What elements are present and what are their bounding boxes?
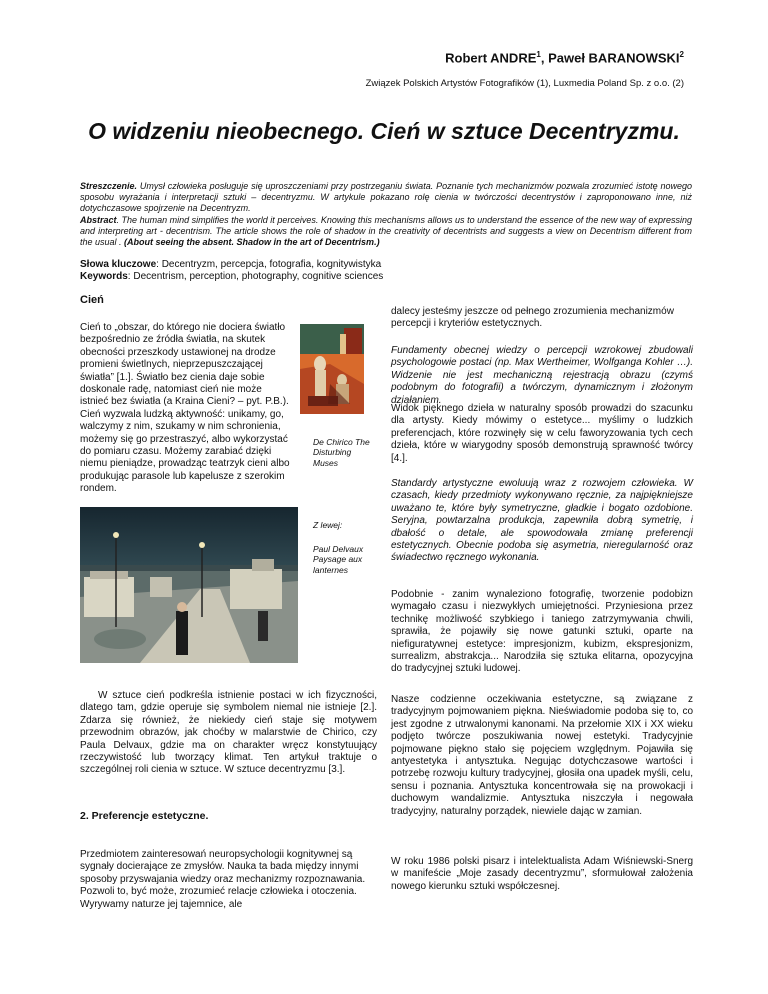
- right-paragraph-4: Standardy artystyczne ewoluują wraz z rozwojem człowieka. W czasach, kiedy przedmioty wykonywano ręcznie, za najpiękniejsze uważano te, które były symetryczne, gładkie i bogato ozdobione. Seryjna, powtarzalna produkcja, zapewniła dobrą symetrię, i dbałość o detale, ale spowodowała zmianę preferencji estetycznych. Obecnie podoba się asymetria, nieregularność oraz świadectwo ręcznego wykonania.: [391, 478, 693, 564]
- section-heading-preferencje: 2. Preferencje estetyczne.: [80, 810, 209, 822]
- page-title: O widzeniu nieobecnego. Cień w sztuce Decentryzmu.: [88, 118, 680, 144]
- author-2-sup: 2: [679, 50, 684, 59]
- right-paragraph-3: Widok pięknego dzieła w naturalny sposób prowadzi do szacunku dla artysty. Kiedy mówimy o estetyce... myślimy o ludzkich preferencjach, które rozwinęły się w celu faworyzowania tych cech dzieła, które w wiarygodny sposób demonstrują sprawność twórcy [4.].: [391, 403, 693, 464]
- keywords-pl-text: : Decentryzm, percepcja, fotografia, kognitywistyka: [156, 259, 382, 270]
- right-paragraph-5: Podobnie - zanim wynaleziono fotografię, tworzenie podobizn wymagało czasu i niezwykłych umiejętności. Przyniesiona przez technikę możliwość szybkiego i taniego zatrzymywania chwili, sprawiła, że pojawiły się nowe gatunki sztuki, oparte na niefiguratywnej estetyce: impresjonizm, kubizm, ekspresjonizm, surrealizm, abstrakcja... Narodziła się sztuka elitarna, opozycyjna do tradycyjnej sztuki ludowej.: [391, 589, 693, 675]
- right-paragraph-1: dalecy jesteśmy jeszcze od pełnego zrozumienia mechanizmów percepcji i kryteriów estetycznych.: [391, 306, 674, 330]
- abstract-label: Abstract: [80, 215, 117, 225]
- author-1: Robert ANDRE: [445, 50, 537, 66]
- summary-label: Streszczenie.: [80, 181, 138, 191]
- painting-delvaux: [80, 507, 298, 663]
- abstract: [80, 215, 692, 249]
- authors: [445, 50, 684, 65]
- left-paragraph-1: Cień to „obszar, do którego nie dociera światło bezpośrednio ze źródła światła, na skutek obecności przeszkody ustawionej na drodze promieni świetlnych, nieprzepuszczającej światła” [1.]. Światło bez cienia daje sobie doskonale radę, natomiast cień nie może istnieć bez światła (a Kraina Cieni? – pyt. P.B.). Cień wyzwala ludzką aktywność: unikamy, go, walczymy z nim, szukamy w nim schronienia, możemy się go przestraszyć, albo wykorzystać do pomiaru czasu. Możemy zarabiać dzięki niemu pieniądze, prowadząc teatrzyk cieni albo produkując parasole lub kapelusze z szerokim rondem.: [80, 322, 290, 495]
- keywords-en-text: : Decentrism, perception, photography, cognitive sciences: [127, 271, 384, 283]
- summary: [80, 181, 692, 215]
- left-paragraph-2: W sztuce cień podkreśla istnienie postaci w ich fizyczności, dlatego tam, gdzie operuje się symbolem niemal nie istnieje [2.]. Zdarza się również, że niekiedy cień staje się motywem przewodnim obrazów, jak choćby w malarstwie de Chirico, czy Paula Delvaux, gdzie ma on charakter wręcz konstytuujący rzeczywistość lub tworzący klimat. Ten artykuł traktuje o szczególnej roli cienia w sztuce. W sztuce decentryzmu [3.].: [80, 690, 377, 776]
- keywords-pl-label: Słowa kluczowe: [80, 259, 157, 270]
- keywords-en-label: Keywords: [80, 271, 128, 283]
- summary-text: Umysł człowieka posługuje się uproszczeniami przy postrzeganiu świata. Poznanie tych mechanizmów pozwala zrozumieć istotę nowego sposobu wyrażania i interpretacji sztuki – decentryzmu. W artykule pokazano rolę cienia w twórczości decentrystów i zaproponowano inne, niż dotychczasowe spojrzenie na Decentryzm.: [80, 181, 692, 214]
- author-2: Paweł BARANOWSKI: [548, 50, 680, 66]
- keywords-pl: [80, 259, 692, 271]
- right-paragraph-2: Fundamenty obecnej wiedzy o percepcji wzrokowej zbudowali psychologowie postaci (np. Max Wertheimer, Wolfganga Kohler …). Widzenie nie jest mechaniczną rejestracją obrazu (czymś podobnym do fotografii) a twórczym, dynamicznym i złożonym działaniem.: [391, 345, 693, 406]
- author-separator: ,: [540, 50, 549, 66]
- caption-delvaux-label: Z lewej:: [313, 520, 343, 530]
- caption-de-chirico: De Chirico The Disturbing Muses: [313, 437, 370, 468]
- author-1-sup: 1: [536, 50, 541, 59]
- affiliation: Związek Polskich Artystów Fotografików (1), Luxmedia Poland Sp. z o.o. (2): [365, 78, 684, 89]
- keywords: [80, 259, 692, 284]
- abstract-text: . The human mind simplifies the world it perceives. Knowing this mechanisms allows us to understand the essence of the new way of expressing and interpreting art - decentrism. The article shows the role of shadow in the creativity of decentrists and suggests a view on Decentrism different from the usual .: [80, 215, 692, 248]
- painting-de-chirico: [300, 324, 364, 414]
- keywords-en: [80, 271, 692, 283]
- caption-delvaux: Paul Delvaux Paysage aux lanternes: [313, 544, 364, 575]
- left-paragraph-3: Przedmiotem zainteresowań neuropsychologii kognitywnej są sygnały docierające ze zmysłów. Nauka ta bada między innymi sposoby przyswajania wiedzy oraz mechanizmy rozpoznawania. Pozwoli to, być może, zrozumieć relacje człowieka i otoczenia. Wyrywamy naturze jej tajemnice, ale: [80, 849, 366, 910]
- section-heading-cien: Cień: [80, 294, 104, 306]
- right-paragraph-7: W roku 1986 polski pisarz i intelektualista Adam Wiśniewski-Snerg w manifeście „Moje zasady decentryzmu”, sformułował założenia nowego kierunku sztuki współczesnej.: [391, 856, 693, 892]
- right-paragraph-6: Nasze codzienne oczekiwania estetyczne, są związane z tradycyjnym pojmowaniem piękna. Nieświadomie podoba się to, co jest zgodne z utrwalonymi kanonami. Na przełomie XIX i XX wieku podjęto twórcze poszukiwania nowej estetyki. Tradycyjnie pojmowane piękno stało się pojęciem względnym. Pojawiła się antyestetyka i antysztuka. Negując dotychczasowe wartości i potrzebę rozwoju kultury tradycyjnej, głosiła ona upadek myśli, celu, sensu i poznania. Antysztuka koncentrowała się na prowokacji i duchowym wandalizmie. Antysztuka niszczyła i negowała tradycyjny, naturalny porządek, niewiele dając w zamian.: [391, 694, 693, 817]
- abstract-title-en: (About seeing the absent. Shadow in the art of Decentrism.): [124, 237, 380, 248]
